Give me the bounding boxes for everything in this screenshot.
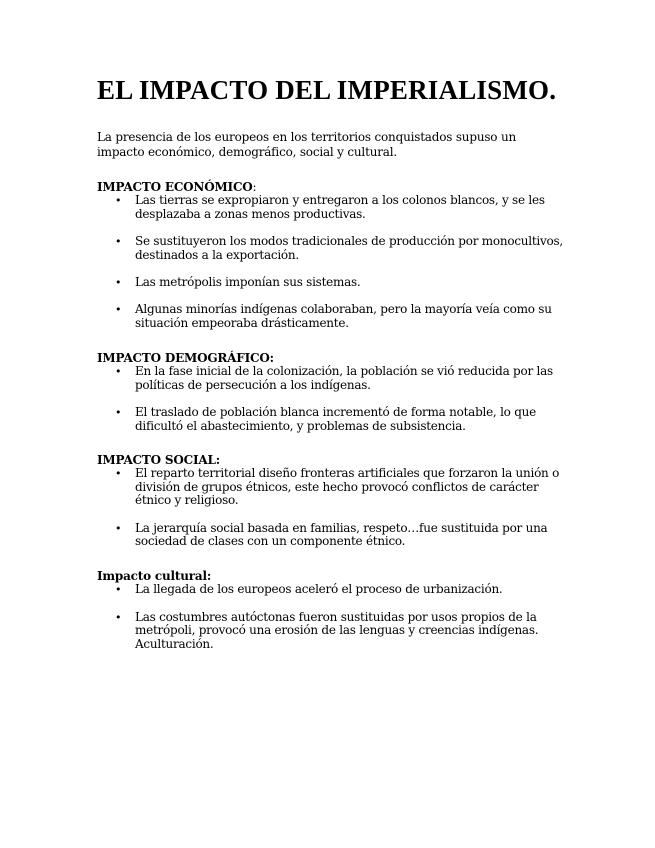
bullet-icon: • <box>115 235 122 249</box>
list-item <box>97 365 567 393</box>
list-item <box>97 235 567 263</box>
sections-container <box>97 180 567 652</box>
document-page <box>97 76 567 652</box>
bullet-icon: • <box>115 365 122 379</box>
bullet-list <box>97 583 567 652</box>
list-item <box>97 406 567 434</box>
section-heading <box>97 569 567 583</box>
list-item <box>97 467 567 508</box>
list-item <box>97 611 567 652</box>
section-heading-text: Impacto cultural: <box>97 569 212 584</box>
bullet-icon: • <box>115 406 122 420</box>
bullet-list <box>97 194 567 331</box>
section-3 <box>97 569 567 652</box>
section-2 <box>97 453 567 549</box>
list-item <box>97 583 567 597</box>
list-item-text: En la fase inicial de la colonización, la población se vió reducida por las políticas de persecución a los indígenas. <box>135 364 553 392</box>
bullet-icon: • <box>115 194 122 207</box>
list-item <box>97 276 567 290</box>
section-heading-text: IMPACTO DEMOGRÁFICO: <box>97 351 274 366</box>
list-item <box>97 194 567 222</box>
list-item-text: Se sustituyeron los modos tradicionales de producción por monocultivos, destinados a la exportación. <box>135 234 563 262</box>
section-heading-suffix: : <box>252 180 257 194</box>
list-item-text: Las costumbres autóctonas fueron sustituidas por usos propios de la metrópoli, provocó una erosión de las lenguas y creencias indígenas. Aculturación. <box>135 609 539 652</box>
list-item <box>97 522 567 550</box>
page-title: EL IMPACTO DEL IMPERIALISMO. <box>97 75 557 105</box>
bullet-icon: • <box>115 610 122 624</box>
section-heading <box>97 453 567 467</box>
bullet-icon: • <box>115 521 122 535</box>
section-heading <box>97 180 567 194</box>
list-item-text: El traslado de población blanca incrementó de forma notable, lo que dificultó el abastecimiento, y problemas de subsistencia. <box>135 405 536 433</box>
list-item-text: La llegada de los europeos aceleró el proceso de urbanización. <box>135 582 503 597</box>
section-0 <box>97 180 567 331</box>
section-heading-text: IMPACTO SOCIAL: <box>97 452 220 467</box>
bullet-icon: • <box>115 276 122 290</box>
list-item-text: La jerarquía social basada en familias, respeto…fue sustituida por una sociedad de clases con un componente étnico. <box>135 520 548 549</box>
bullet-icon: • <box>115 583 122 597</box>
section-heading <box>97 351 567 365</box>
list-item-text: Las tierras se expropiaron y entregaron a los colonos blancos, y se les desplazaba a zonas menos productivas. <box>135 193 545 221</box>
list-item-text: El reparto territorial diseño fronteras artificiales que forzaron la unión o división de grupos étnicos, este hecho provocó conflictos de carácter étnico y religioso. <box>135 465 560 508</box>
list-item-text: Algunas minorías indígenas colaboraban, pero la mayoría veía como su situación empeoraba drásticamente. <box>135 302 552 331</box>
bullet-icon: • <box>115 303 122 317</box>
bullet-list <box>97 365 567 434</box>
list-item-text: Las metrópolis imponían sus sistemas. <box>135 275 361 290</box>
intro-paragraph: La presencia de los europeos en los territorios conquistados supuso un impacto económico, demográfico, social y cultural. <box>97 130 516 159</box>
section-1 <box>97 351 567 434</box>
bullet-list <box>97 467 567 549</box>
bullet-icon: • <box>115 466 122 480</box>
list-item <box>97 303 567 331</box>
section-heading-text: IMPACTO ECONÓMICO <box>97 180 253 194</box>
